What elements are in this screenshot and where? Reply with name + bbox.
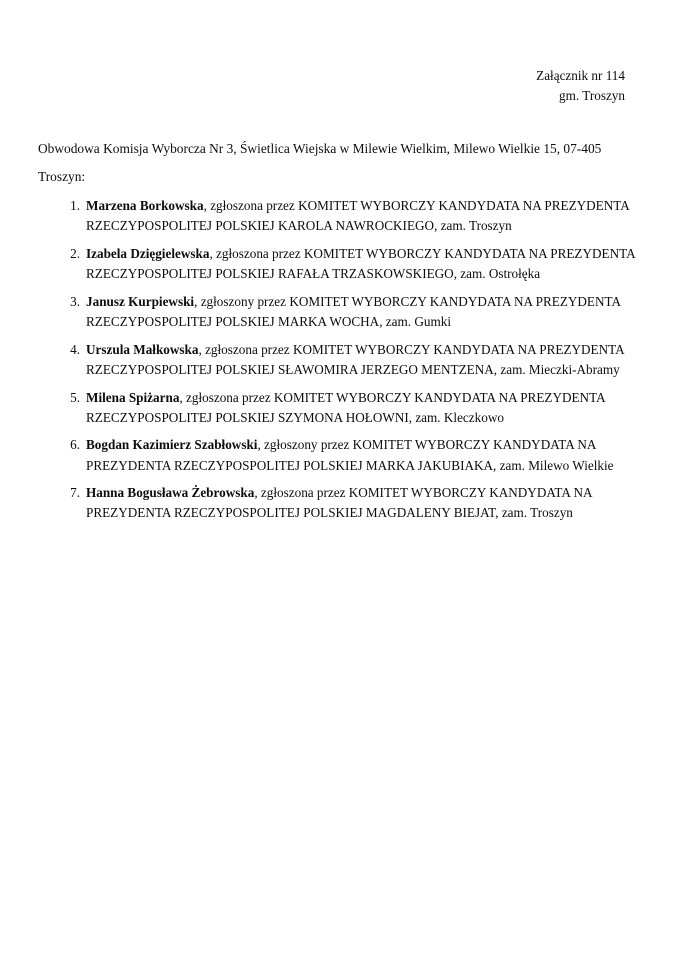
candidate-name: Marzena Borkowska [86, 198, 204, 213]
commission-intro-paragraph: Obwodowa Komisja Wyborcza Nr 3, Świetlica Wiejska w Milewie Wielkim, Milewo Wielkie 15, 07-405 Troszyn: [38, 141, 602, 184]
candidate-name: Izabela Dzięgielewska [86, 245, 210, 261]
candidate-list-item [38, 244, 638, 284]
candidate-residence: , zam. Ostrołęka [453, 266, 541, 282]
election-committee: KOMITET WYBORCZY KANDYDATA NA PREZYDENTA RZECZYPOSPOLITEJ POLSKIEJ KAROLA NAWROCKIEGO [86, 198, 630, 234]
nomination-verb: , zgłoszona przez [254, 485, 349, 501]
candidate-residence: , zam. Troszyn [495, 505, 573, 521]
candidate-name: Hanna Bogusława Żebrowska [86, 485, 255, 501]
candidate-list-item [38, 292, 638, 332]
candidate-list-item [38, 435, 638, 475]
candidate-name: Bogdan Kazimierz Szabłowski [86, 437, 258, 453]
candidate-text [86, 388, 638, 428]
candidate-text [86, 244, 638, 284]
candidate-list-item [38, 340, 638, 380]
candidate-list-item [38, 483, 638, 523]
election-committee: KOMITET WYBORCZY KANDYDATA NA PREZYDENTA RZECZYPOSPOLITEJ POLSKIEJ MAGDALENY BIEJAT [86, 485, 592, 521]
candidate-name: Janusz Kurpiewski [86, 293, 195, 309]
candidate-name: Milena Spiżarna [86, 389, 180, 405]
nomination-verb: , zgłoszona przez [203, 198, 299, 213]
candidate-text [86, 196, 638, 236]
nomination-verb: , zgłoszona przez [198, 341, 293, 357]
election-committee: KOMITET WYBORCZY KANDYDATA NA PREZYDENTA RZECZYPOSPOLITEJ POLSKIEJ MARKA JAKUBIAKA [86, 437, 596, 473]
candidate-list [38, 196, 638, 531]
document-header [536, 66, 625, 106]
candidate-text [86, 435, 638, 475]
election-committee: KOMITET WYBORCZY KANDYDATA NA PREZYDENTA RZECZYPOSPOLITEJ POLSKIEJ RAFAŁA TRZASKOWSKIEGO [86, 245, 635, 282]
municipality-label: gm. Troszyn [559, 88, 625, 104]
candidate-name: Urszula Małkowska [86, 341, 199, 357]
candidate-text [86, 340, 638, 380]
election-committee: KOMITET WYBORCZY KANDYDATA NA PREZYDENTA RZECZYPOSPOLITEJ POLSKIEJ MARKA WOCHA [86, 293, 621, 329]
attachment-label: Załącznik nr 114 [536, 68, 625, 83]
candidate-number: 7. [70, 485, 80, 501]
candidate-list-item [38, 388, 638, 428]
candidate-number: 4. [70, 341, 80, 357]
candidate-number: 3. [70, 293, 80, 309]
candidate-text [86, 483, 638, 523]
candidate-number: 6. [70, 437, 80, 453]
candidate-number: 2. [70, 245, 80, 261]
nomination-verb: , zgłoszona przez [209, 245, 304, 261]
election-committee: KOMITET WYBORCZY KANDYDATA NA PREZYDENTA RZECZYPOSPOLITEJ POLSKIEJ SZYMONA HOŁOWNI [86, 389, 605, 425]
candidate-residence: , zam. Troszyn [434, 218, 512, 234]
election-committee: KOMITET WYBORCZY KANDYDATA NA PREZYDENTA RZECZYPOSPOLITEJ POLSKIEJ SŁAWOMIRA JERZEGO MENTZENA [86, 341, 624, 377]
candidate-residence: , zam. Kleczkowo [408, 409, 504, 425]
nomination-verb: , zgłoszony przez [194, 293, 290, 309]
candidate-number: 1. [70, 198, 80, 213]
candidate-list-item [38, 196, 638, 236]
candidate-residence: , zam. Gumki [379, 313, 451, 329]
candidate-residence: , zam. Milewo Wielkie [493, 457, 614, 473]
nomination-verb: , zgłoszony przez [257, 437, 353, 453]
candidate-residence: , zam. Mieczki-Abramy [493, 361, 620, 377]
nomination-verb: , zgłoszona przez [179, 389, 274, 405]
candidate-text [86, 292, 638, 332]
candidate-number: 5. [70, 389, 80, 405]
